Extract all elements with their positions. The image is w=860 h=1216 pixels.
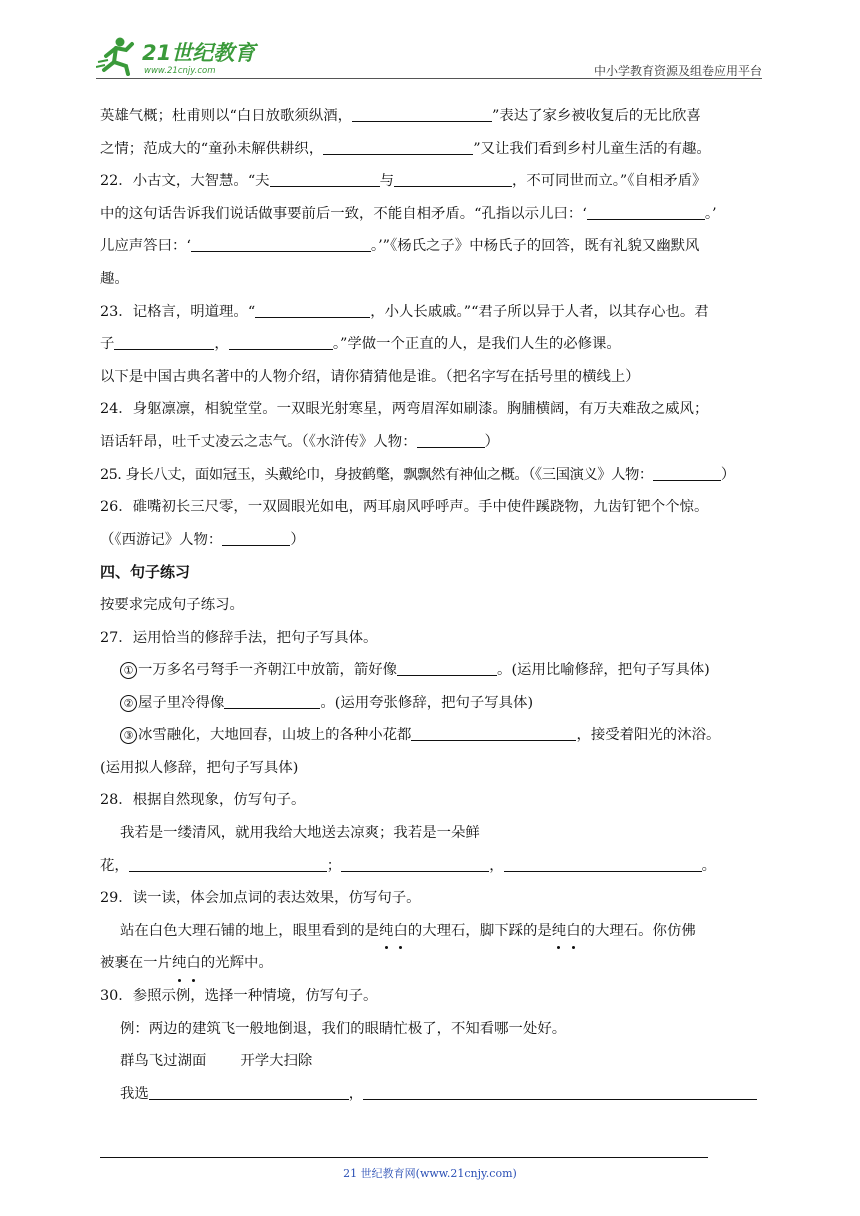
text-line: 子 ， 。”学做一个正直的人，是我们人生的必修课。: [100, 336, 621, 353]
answer-blank[interactable]: [129, 856, 327, 872]
answer-blank[interactable]: [363, 1084, 757, 1100]
header-divider: [96, 78, 762, 79]
dotted-char: 纯: [379, 915, 393, 948]
answer-blank[interactable]: [504, 856, 702, 872]
dotted-char: 纯: [172, 947, 186, 980]
text-line: （《西游记》人物： ）: [100, 531, 305, 548]
logo-url: www.21cnjy.com: [144, 66, 216, 76]
question-24: 24．身躯凛凛，相貌堂堂。一双眼光射寒星，两弯眉浑如刷漆。胸脯横阔，有万夫难敌之威风；: [100, 401, 709, 418]
text-line: 趣。: [100, 270, 129, 287]
answer-blank[interactable]: [191, 236, 371, 252]
text-line: 中的这句话告诉我们说话做事要前后一致，不能自相矛盾。“孔指以示儿曰：‘ 。’: [100, 205, 717, 222]
text-line: 我选 ，: [100, 1078, 766, 1111]
answer-blank[interactable]: [397, 660, 497, 676]
section-intro: 以下是中国古典名著中的人物介绍，请你猜猜他是谁。（把名字写在括号里的横线上）: [100, 368, 640, 385]
text-line: 英雄气概；杜甫则以“白日放歌须纵酒， ”表达了家乡被收复后的无比欣喜: [100, 108, 701, 124]
question-23: 23．记格言，明道理。“ ，小人长戚戚。”“君子所以异于人者，以其存心也。君: [100, 303, 709, 320]
text-line: 被裹在一片纯白的光辉中。: [100, 947, 766, 980]
footer-divider: [100, 1157, 708, 1158]
page-header: [96, 36, 762, 80]
question-26: 26．碓嘴初长三尺零，一双圆眼光如电，两耳扇风呼呼声。手中使件蹊跷物，九齿钉钯个个惊。: [100, 499, 709, 516]
answer-blank[interactable]: [323, 139, 473, 155]
question-30: 30．参照示例，选择一种情境，仿写句子。: [100, 988, 378, 1005]
section-heading: 四、句子练习: [100, 563, 191, 582]
sub-question-3: ③ 冰雪融化，大地回春，山坡上的各种小花都 ，接受着阳光的沐浴。: [100, 719, 766, 752]
sub-question-1: ① 一万多名弓弩手一齐朝江中放箭，箭好像 。(运用比喻修辞，把句子写具体): [100, 654, 766, 687]
logo: [96, 36, 271, 76]
circled-number: ①: [120, 662, 137, 679]
runner-icon: [96, 38, 132, 75]
text-line: 语话轩昂，吐千丈凌云之志气。（《水浒传》人物： ）: [100, 433, 499, 450]
circled-number: ③: [120, 727, 137, 744]
answer-blank[interactable]: [341, 856, 489, 872]
scenario-option[interactable]: 开学大扫除: [240, 1053, 313, 1070]
scenario-options: [100, 1045, 766, 1078]
text-line: (运用拟人修辞，把句子写具体): [100, 759, 299, 776]
answer-blank[interactable]: [417, 432, 485, 448]
question-27: 27．运用恰当的修辞手法，把句子写具体。: [100, 629, 378, 646]
answer-blank[interactable]: [352, 106, 492, 122]
answer-blank[interactable]: [222, 530, 290, 546]
footer-text: 21 世纪教育网(www.21cnjy.com): [343, 1167, 517, 1180]
worksheet-content: [100, 100, 766, 1110]
text-line: 站在白色大理石铺的地上，眼里看到的是纯白的大理石，脚下踩的是纯白的大理石。你仿佛: [100, 915, 766, 948]
question-25: 25. 身长八丈，面如冠玉，头戴纶巾，身披鹤氅，飘飘然有神仙之概。（《三国演义》人物： ）: [100, 466, 735, 483]
dotted-char: 白: [393, 915, 407, 948]
text-line: 儿应声答曰：‘ 。’”《杨氏之子》中杨氏子的回答，既有礼貌又幽默风: [100, 238, 700, 255]
sub-question-2: ② 屋子里冷得像 。(运用夸张修辞，把句子写具体): [100, 687, 766, 720]
circled-number: ②: [120, 695, 137, 712]
answer-blank[interactable]: [587, 204, 705, 220]
answer-blank[interactable]: [411, 725, 576, 741]
scenario-option[interactable]: 群鸟飞过湖面: [120, 1053, 207, 1070]
answer-blank[interactable]: [255, 302, 370, 318]
text-line: 花， ； ， 。: [100, 857, 717, 874]
dotted-char: 纯: [552, 915, 566, 948]
answer-blank[interactable]: [114, 334, 214, 350]
dotted-char: 白: [566, 915, 580, 948]
question-22: 22．小古文，大智慧。“夫 与 ，不可同世而立。”《自相矛盾》: [100, 173, 707, 190]
question-28: 28．根据自然现象，仿写句子。: [100, 792, 306, 809]
logo-text: 21世纪教育: [142, 41, 256, 65]
section-instruction: 按要求完成句子练习。: [100, 596, 244, 613]
text-line: 我若是一缕清风，就用我给大地送去凉爽；我若是一朵鲜: [120, 825, 480, 842]
answer-blank[interactable]: [229, 334, 333, 350]
platform-label: 中小学教育资源及组卷应用平台: [593, 64, 762, 78]
question-29: 29．读一读，体会加点词的表达效果，仿写句子。: [100, 890, 421, 907]
answer-blank[interactable]: [653, 465, 721, 481]
dotted-char: 白: [186, 947, 200, 980]
answer-blank[interactable]: [149, 1084, 349, 1100]
example-sentence: 例：两边的建筑飞一般地倒退，我们的眼睛忙极了，不知看哪一处好。: [120, 1020, 567, 1037]
answer-blank[interactable]: [224, 693, 320, 709]
answer-blank[interactable]: [270, 171, 380, 187]
text-line: 之情；范成大的“童孙未解供耕织， ”又让我们看到乡村儿童生活的有趣。: [100, 140, 711, 157]
answer-blank[interactable]: [394, 171, 512, 187]
